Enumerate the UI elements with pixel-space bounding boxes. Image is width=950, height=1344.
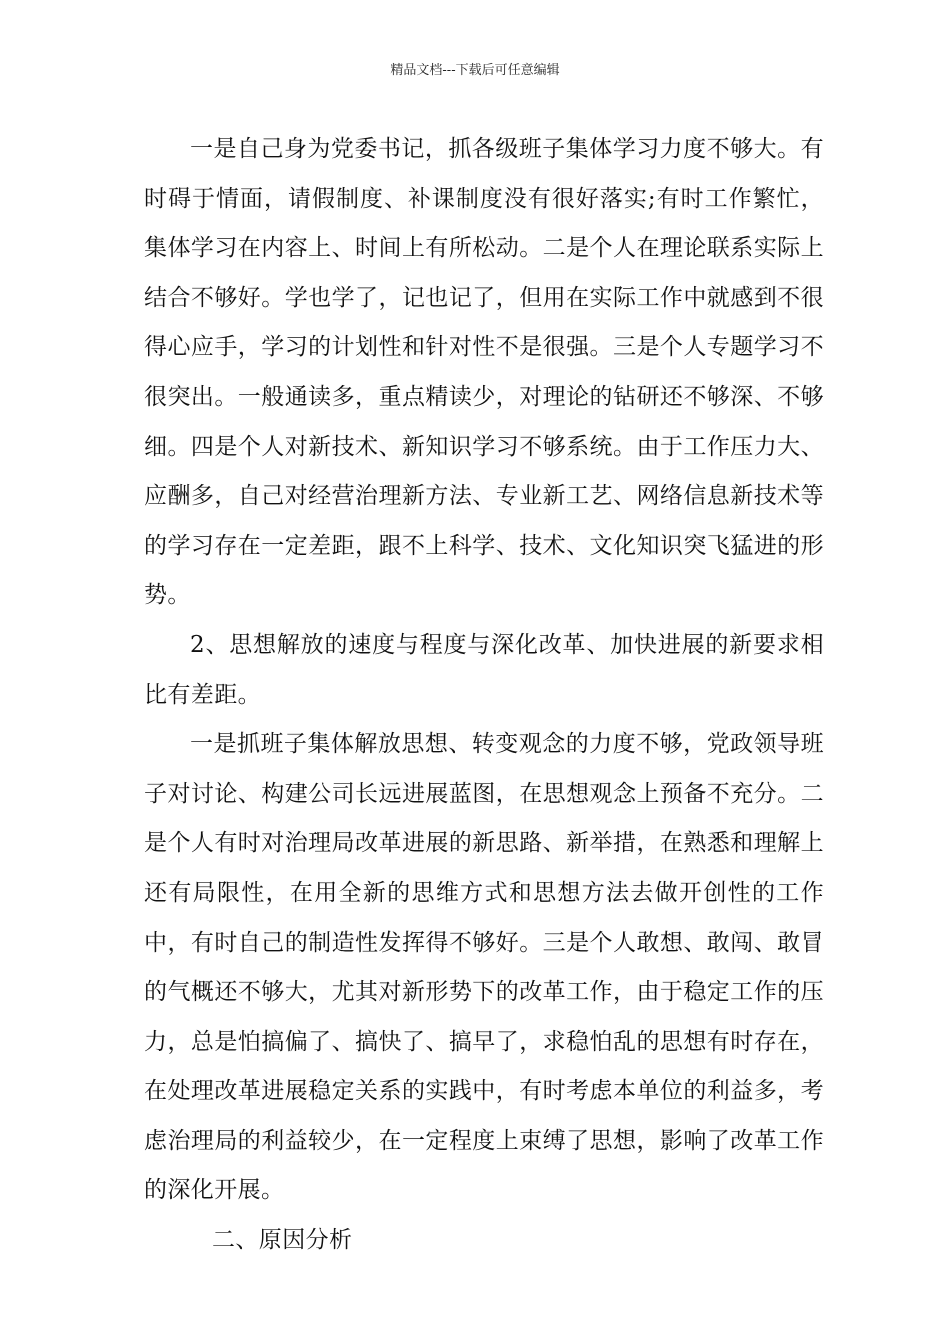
paragraph-thought-liberation-details: 一是抓班子集体解放思想、转变观念的力度不够，党政领导班子对讨论、构建公司长远进展蓝图，在思想观念上预备不充分。二是个人有时对治理局改革进展的新思路、新举措，在熟悉和理解上还有局限性，在用全新的思维方式和思想方法去做开创性的工作中，有时自己的制造性发挥得不够好。三是个人敢想、敢闯、敢冒的气概还不够大，尤其对新形势下的改革工作，由于稳定工作的压力，总是怕搞偏了、搞快了、搞早了，求稳怕乱的思想有时存在，在处理改革进展稳定关系的实践中，有时考虑本单位的利益多，考虑治理局的利益较少，在一定程度上束缚了思想，影响了改革工作的深化开展。	[144, 731, 824, 1204]
page-header: 精品文档---下载后可任意编辑	[390, 63, 560, 78]
paragraph-study-issues: 一是自己身为党委书记，抓各级班子集体学习力度不够大。有时碍于情面，请假制度、补课制度没有很好落实;有时工作繁忙，集体学习在内容上、时间上有所松动。二是个人在理论联系实际上结合不够好。学也学了，记也记了，但用在实际工作中就感到不很得心应手，学习的计划性和针对性不是很强。三是个人专题学习不很突出。一般通读多，重点精读少，对理论的钻研还不够深、不够细。四是个人对新技术、新知识学习不够系统。由于工作压力大、应酬多，自己对经营治理新方法、专业新工艺、网络信息新技术等的学习存在一定差距，跟不上科学、技术、文化知识突飞猛进的形势。	[144, 136, 824, 609]
document-body	[144, 125, 824, 1266]
paragraph-thought-liberation: 2、思想解放的速度与程度与深化改革、加快进展的新要求相比有差距。	[144, 631, 824, 708]
section-heading-cause-analysis: 二、原因分析	[212, 1227, 353, 1254]
